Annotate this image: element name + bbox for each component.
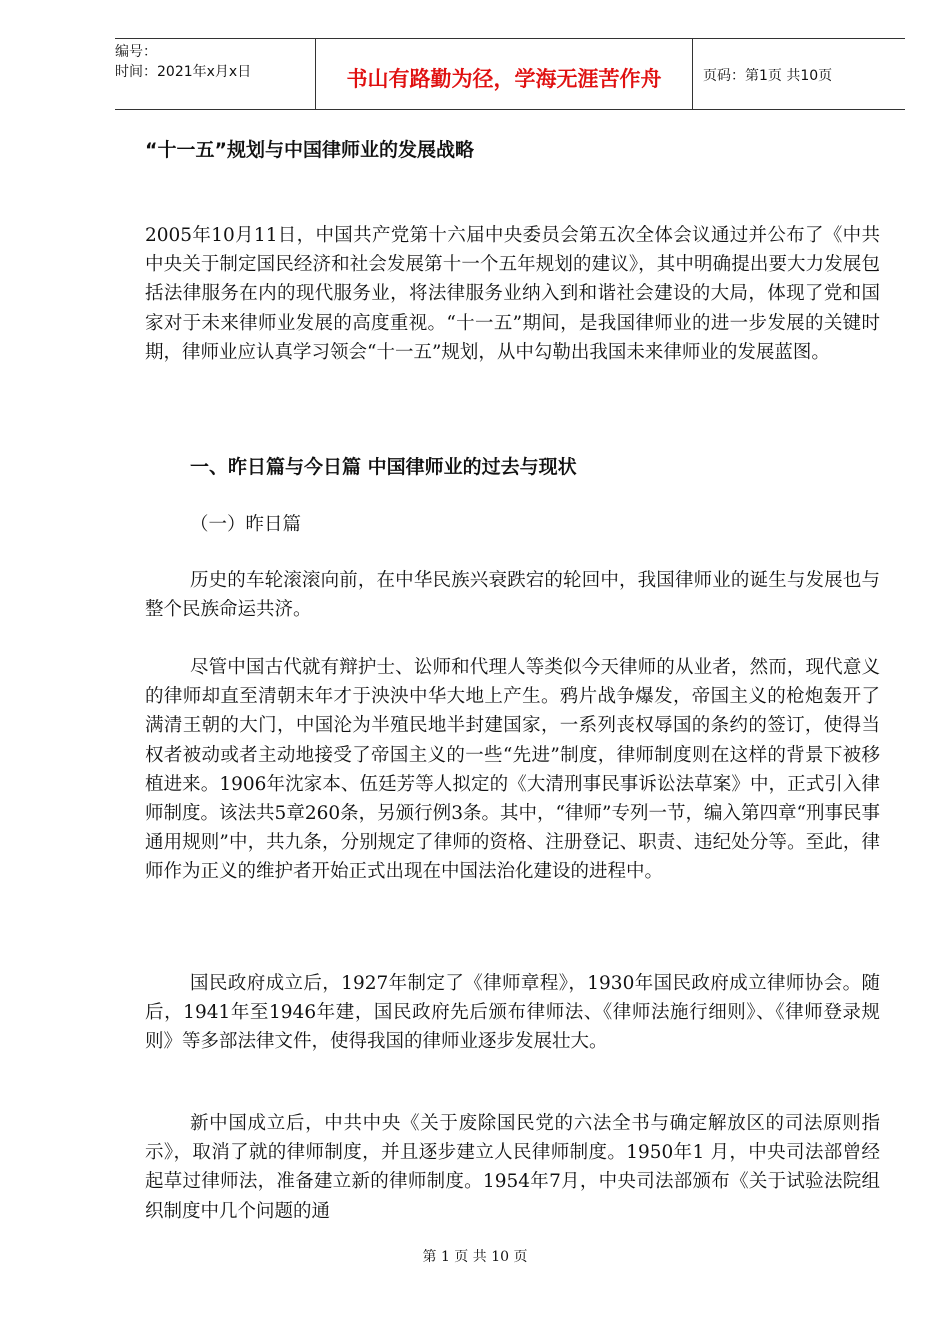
page-footer: 第 1 页 共 10 页 <box>422 1249 528 1265</box>
intro-paragraph: 2005年10月11日，中国共产党第十六届中央委员会第五次全体会议通过并公布了《中共中央关于制定国民经济和社会发展第十一个五年规划的建议》，其中明确提出要大力发展包括法律服务在内的现代服务业，将法律服务业纳入到和谐社会建设的大局，体现了党和国家对于未来律师业发展的高度重视。“十一五”期间，是我国律师业的进一步发展的关键时期，律师业应认真学习领会“十一五”规划，从中勾勒出我国未来律师业的发展蓝图。 <box>145 225 880 363</box>
doc-number-label: 编号： <box>115 44 157 60</box>
section-heading: 一、昨日篇与今日篇 中国律师业的过去与现状 <box>190 456 577 478</box>
page-header <box>115 38 905 110</box>
doc-time-label: 时间：2021年x月x日 <box>115 64 252 80</box>
header-motto-cell <box>315 39 693 109</box>
body-paragraph-1: 历史的车轮滚滚向前，在中华民族兴衰跌宕的轮回中，我国律师业的诞生与发展也与整个民族命运共济。 <box>145 570 880 621</box>
body-paragraph-3: 国民政府成立后，1927年制定了《律师章程》，1930年国民政府成立律师协会。随后，1941年至1946年建，国民政府先后颁布律师法、《律师法施行细则》、《律师登录规则》等多部法律文件，使得我国的律师业逐步发展壮大。 <box>145 973 880 1053</box>
body-paragraph-2: 尽管中国古代就有辩护士、讼师和代理人等类似今天律师的从业者，然而，现代意义的律师却直至清朝末年才于泱泱中华大地上产生。鸦片战争爆发，帝国主义的枪炮轰开了满清王朝的大门，中国沦为半殖民地半封建国家，一系列丧权辱国的条约的签订，使得当权者被动或者主动地接受了帝国主义的一些“先进”制度，律师制度则在这样的背景下被移植进来。1906年沈家本、伍廷芳等人拟定的《大清刑事民事诉讼法草案》中，正式引入律师制度。该法共5章260条，另颁行例3条。其中，“律师”专列一节，编入第四章“刑事民事通用规则”中，共九条，分别规定了律师的资格、注册登记、职责、违纪处分等。至此，律师作为正义的维护者开始正式出现在中国法治化建设的进程中。 <box>145 657 880 883</box>
body-paragraph-4: 新中国成立后，中共中央《关于废除国民党的六法全书与确定解放区的司法原则指示》，取消了就的律师制度，并且逐步建立人民律师制度。1950年1 月，中央司法部曾经起草过律师法，准备建立新的律师制度。1954年7月，中央司法部颁布《关于试验法院组织制度中几个问题的通 <box>145 1113 880 1222</box>
header-page-label: 页码：第1页 共10页 <box>703 68 833 84</box>
subsection-heading: （一）昨日篇 <box>190 514 302 535</box>
header-left-cell <box>115 39 315 112</box>
header-motto: 书山有路勤为径，学海无涯苦作舟 <box>346 67 662 91</box>
document-title: “十一五”规划与中国律师业的发展战略 <box>145 139 474 161</box>
